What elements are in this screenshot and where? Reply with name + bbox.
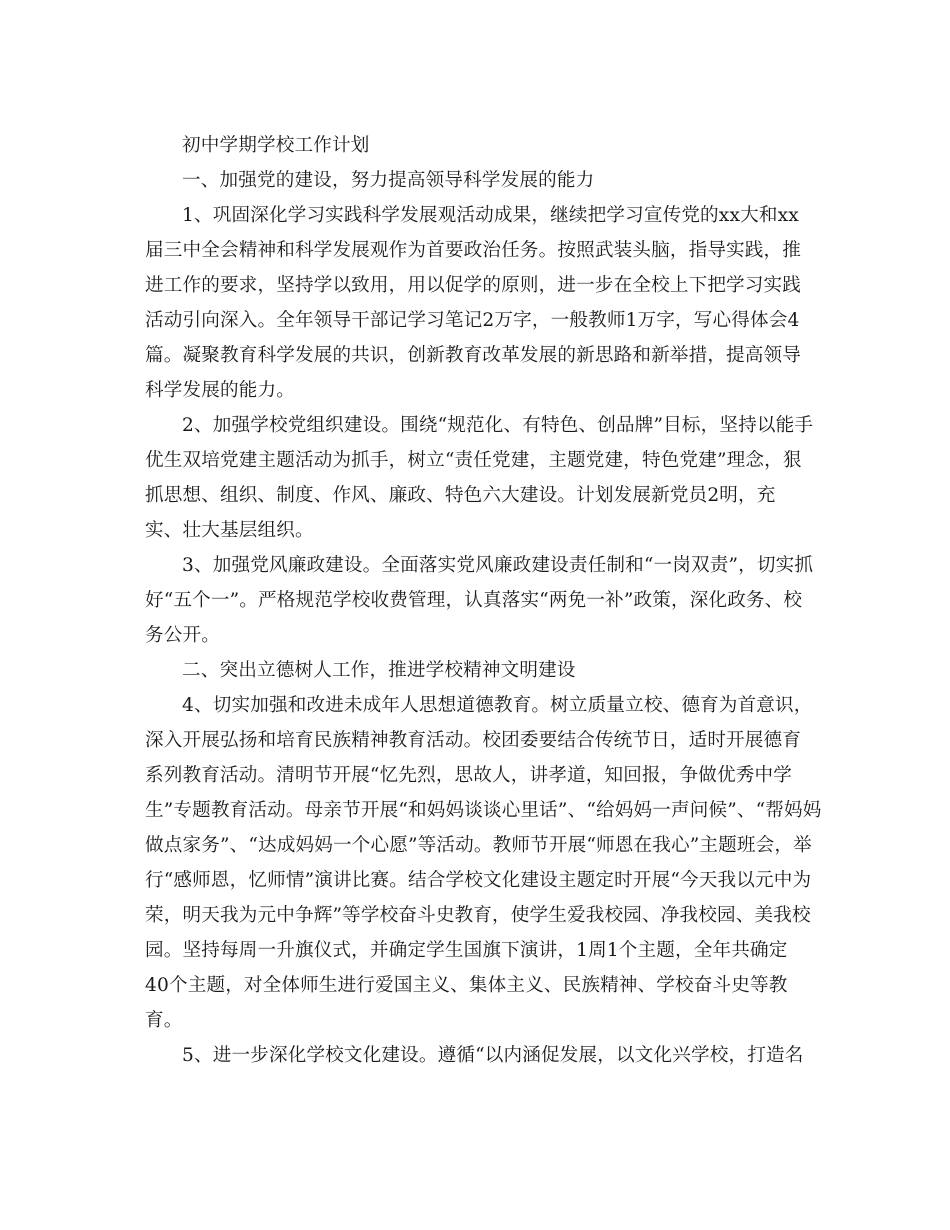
paragraph	[145, 548, 814, 653]
section-heading	[145, 653, 805, 688]
text-line: 进工作的要求，坚持学以致用，用以促学的原则，进一步在全校上下把学习实践	[145, 275, 802, 296]
text-line: 务公开。	[145, 625, 220, 646]
text-line: 初中学期学校工作计划	[182, 135, 370, 156]
text-line: 抓思想、组织、制度、作风、廉政、特色六大建设。计划发展新党员2明，充	[145, 485, 776, 506]
text-line: 2、加强学校党组织建设。围绕“规范化、有特色、创品牌”目标，坚持以能手	[182, 415, 814, 436]
text-line: 一、加强党的建设，努力提高领导科学发展的能力	[182, 170, 595, 191]
text-line: 生”专题教育活动。母亲节开展“和妈妈谈谈心里话”、“给妈妈一声问候”、“帮妈妈	[145, 800, 822, 821]
text-line: 育。	[145, 1010, 183, 1031]
text-line: 4、切实加强和改进未成年人思想道德教育。树立质量立校、德育为首意识，	[182, 695, 813, 716]
paragraph	[145, 408, 814, 548]
text-line: 深入开展弘扬和培育民族精神教育活动。校团委要结合传统节日，适时开展德育	[145, 730, 802, 751]
paragraph	[145, 198, 805, 408]
text-line: 科学发展的能力。	[145, 380, 295, 401]
text-line: 届三中全会精神和科学发展观作为首要政治任务。按照武装头脑，指导实践，推	[145, 240, 802, 261]
text-line: 园。坚持每周一升旗仪式，并确定学生国旗下演讲，1周1个主题，全年共确定	[145, 940, 788, 961]
text-line: 系列教育活动。清明节开展“忆先烈，思故人，讲孝道，知回报，争做优秀中学	[145, 765, 792, 786]
text-line: 做点家务”、“达成妈妈一个心愿”等活动。教师节开展“师恩在我心”主题班会，举	[145, 835, 812, 856]
text-line: 荣，明天我为元中争辉”等学校奋斗史教育，使学生爱我校园、净我校园、美我校	[145, 905, 811, 926]
text-line: 40个主题，对全体师生进行爱国主义、集体主义、民族精神、学校奋斗史等教	[145, 975, 788, 996]
text-line: 二、突出立德树人工作，推进学校精神文明建设	[182, 660, 576, 681]
section-heading	[145, 163, 805, 198]
document-title	[145, 128, 805, 163]
text-line: 5、进一步深化学校文化建设。遵循“以内涵促发展，以文化兴学校，打造名	[182, 1045, 804, 1066]
text-line: 优生双培党建主题活动为抓手，树立“责任党建，主题党建，特色党建”理念，狠	[145, 450, 802, 471]
paragraph	[145, 1038, 805, 1073]
text-line: 好“五个一”。严格规范学校收费管理，认真落实“两免一补”政策，深化政务、校	[145, 590, 803, 611]
text-line: 1、巩固深化学习实践科学发展观活动成果，继续把学习宣传党的xx大和xx	[182, 205, 799, 226]
text-line: 活动引向深入。全年领导干部记学习笔记2万字，一般教师1万字，写心得体会4	[145, 310, 800, 331]
text-line: 行“感师恩，忆师情”演讲比赛。结合学校文化建设主题定时开展“今天我以元中为	[145, 870, 812, 891]
text-line: 3、加强党风廉政建设。全面落实党风廉政建设责任制和“一岗双责”，切实抓	[182, 555, 814, 576]
paragraph	[145, 688, 822, 1038]
document-body	[145, 128, 822, 1073]
text-line: 实、壮大基层组织。	[145, 520, 314, 541]
text-line: 篇。凝聚教育科学发展的共识，创新教育改革发展的新思路和新举措，提高领导	[145, 345, 802, 366]
